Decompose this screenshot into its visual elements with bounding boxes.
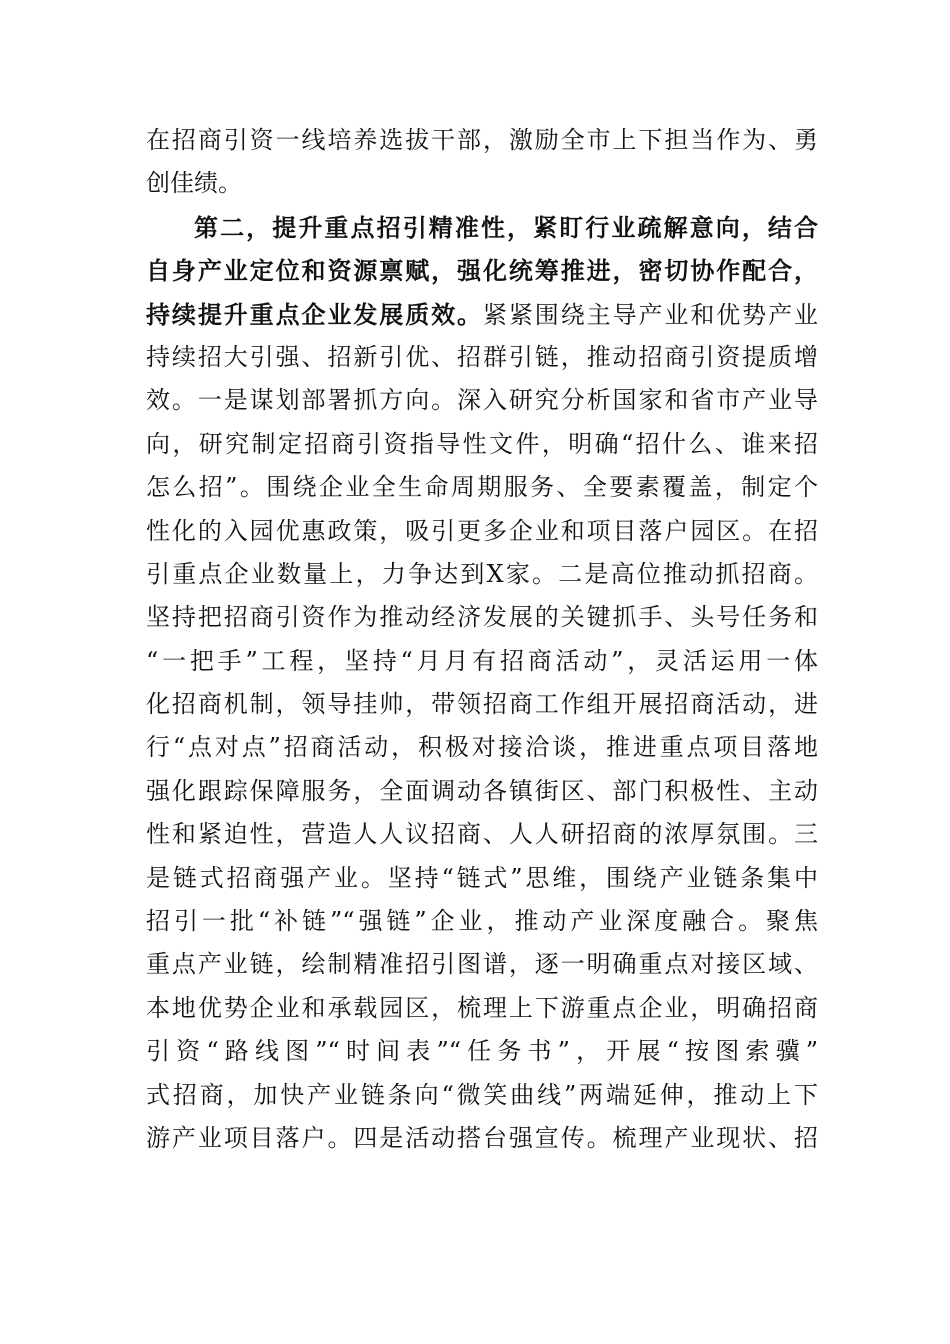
section-heading-end: 持续提升重点企业发展质效。 [146, 299, 483, 329]
text-line [146, 293, 818, 336]
text-line: 引重点企业数量上，力争达到X家。二是高位推动抓招商。 [146, 559, 818, 588]
text-line: 向，研究制定招商引资指导性文件，明确“招什么、谁来招 [146, 429, 818, 458]
text-line: 式招商，加快产业链条向“微笑曲线”两端延伸，推动上下 [146, 1080, 818, 1109]
text-line: 创佳绩。 [146, 169, 242, 198]
text-line: 强化跟踪保障服务，全面调动各镇街区、部门积极性、主动 [146, 776, 818, 805]
body-text [146, 119, 818, 1160]
text-line: 本地优势企业和承载园区，梳理上下游重点企业，明确招商 [146, 993, 818, 1022]
section-heading-line: 自身产业定位和资源禀赋，强化统筹推进，密切协作配合， [146, 256, 818, 286]
text-line: 重点产业链，绘制精准招引图谱，逐一明确重点对接区域、 [146, 950, 818, 979]
text-line: 招引一批“补链”“强链”企业，推动产业深度融合。聚焦 [146, 907, 818, 936]
text-line: 是链式招商强产业。坚持“链式”思维，围绕产业链条集中 [146, 863, 818, 892]
text-line: 怎么招”。围绕企业全生命周期服务、全要素覆盖，制定个 [146, 473, 818, 502]
text-line: 性化的入园优惠政策，吸引更多企业和项目落户园区。在招 [146, 516, 818, 545]
text-line: 引资“路线图”“时间表”“任务书”，开展“按图索骥” [146, 1037, 818, 1066]
text-line: 行“点对点”招商活动，积极对接洽谈，推进重点项目落地 [146, 733, 818, 762]
text-line: 持续招大引强、招新引优、招群引链，推动招商引资提质增 [146, 342, 818, 371]
text-line: 效。一是谋划部署抓方向。深入研究分析国家和省市产业导 [146, 386, 818, 415]
text-line: 在招商引资一线培养选拔干部，激励全市上下担当作为、勇 [146, 126, 818, 154]
text-line: 性和紧迫性，营造人人议招商、人人研招商的浓厚氛围。三 [146, 820, 818, 849]
text-line: 游产业项目落户。四是活动搭台强宣传。梳理产业现状、招 [146, 1123, 818, 1152]
text-segment: 紧紧围绕主导产业和优势产业 [482, 300, 819, 329]
text-line: “一把手”工程，坚持“月月有招商活动”，灵活运用一体 [146, 646, 818, 675]
text-line: 化招商机制，领导挂帅，带领招商工作组开展招商活动，进 [146, 690, 818, 719]
text-line: 坚持把招商引资作为推动经济发展的关键抓手、头号任务和 [146, 603, 818, 632]
section-heading-line: 第二，提升重点招引精准性，紧盯行业疏解意向，结合 [194, 212, 818, 242]
